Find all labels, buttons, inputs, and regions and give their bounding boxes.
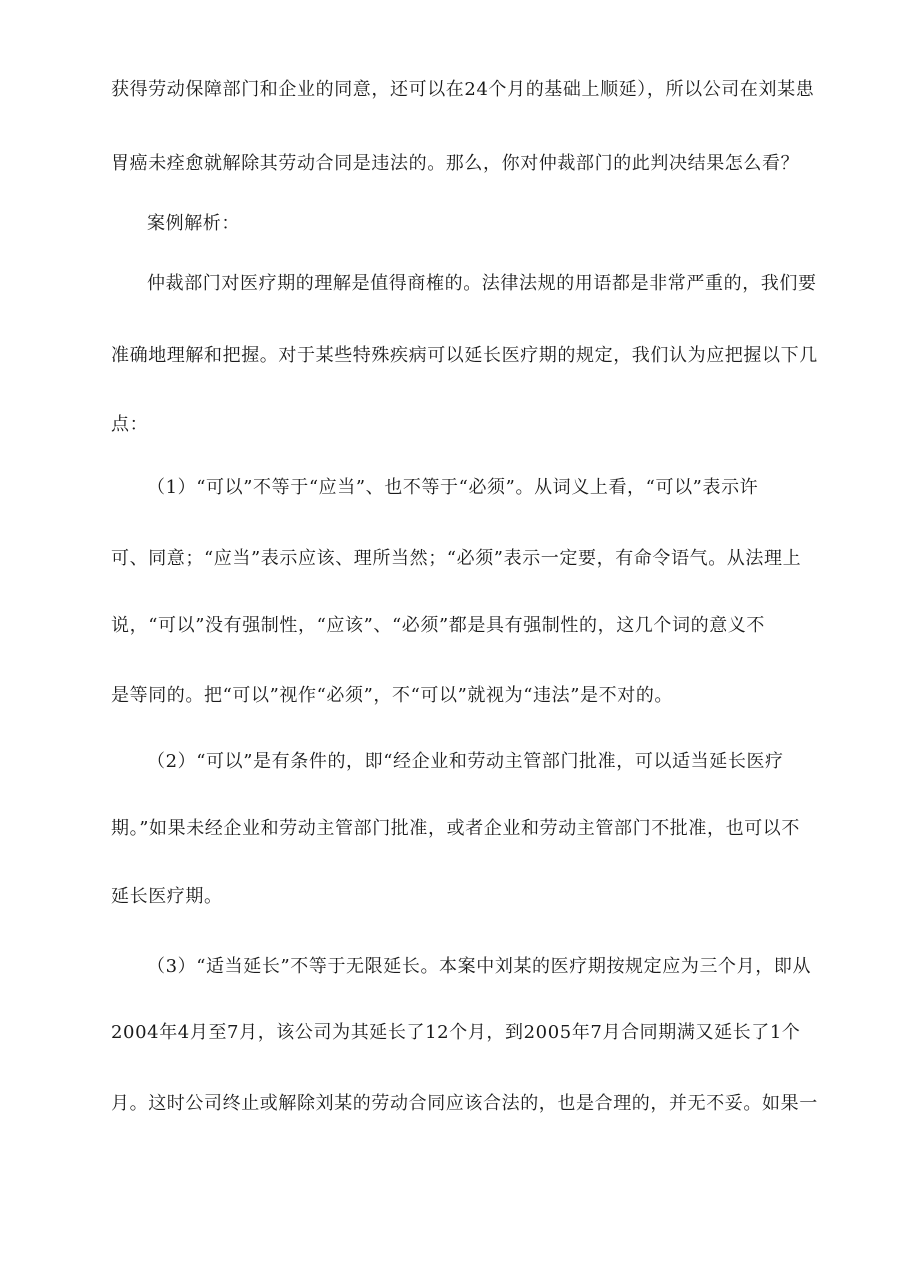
text-line: （3）“适当延长”不等于无限延长。本案中刘某的医疗期按规定应为三个月，即从 [147,956,812,977]
text-line: （1）“可以”不等于“应当”、也不等于“必须”。从词义上看，“可以”表示许 [147,477,759,498]
text-line: 获得劳动保障部门和企业的同意，还可以在24个月的基础上顺延），所以公司在刘某患 [111,79,815,100]
text-line: 胃癌未痊愈就解除其劳动合同是违法的。那么，你对仲裁部门的此判决结果怎么看？ [111,153,800,174]
text-line: 可、同意；“应当”表示应该、理所当然；“必须”表示一定要，有命令语气。从法理上 [111,548,802,569]
text-line: 2004年4月至7月，该公司为其延长了12个月，到2005年7月合同期满又延长了1个 [111,1022,801,1043]
text-line: 月。这时公司终止或解除刘某的劳动合同应该合法的，也是合理的，并无不妥。如果一 [111,1093,818,1114]
text-line: 准确地理解和把握。对于某些特殊疾病可以延长医疗期的规定，我们认为应把握以下几 [111,345,818,366]
text-line: 期。”如果未经企业和劳动主管部门批准，或者企业和劳动主管部门不批准，也可以不 [111,818,800,839]
text-line: （2）“可以”是有条件的，即“经企业和劳动主管部门批准，可以适当延长医疗 [147,751,784,772]
text-line: 是等同的。把“可以”视作“必须”，不“可以”就视为“违法”是不对的。 [111,685,674,706]
section-heading: 案例解析： [147,213,240,234]
text-line: 仲裁部门对医疗期的理解是值得商榷的。法律法规的用语都是非常严重的，我们要 [147,273,817,294]
text-line: 延长医疗期。 [111,886,223,907]
text-line: 点： [111,414,149,435]
text-line: 说，“可以”没有强制性，“应该”、“必须”都是具有强制性的，这几个词的意义不 [111,615,766,636]
